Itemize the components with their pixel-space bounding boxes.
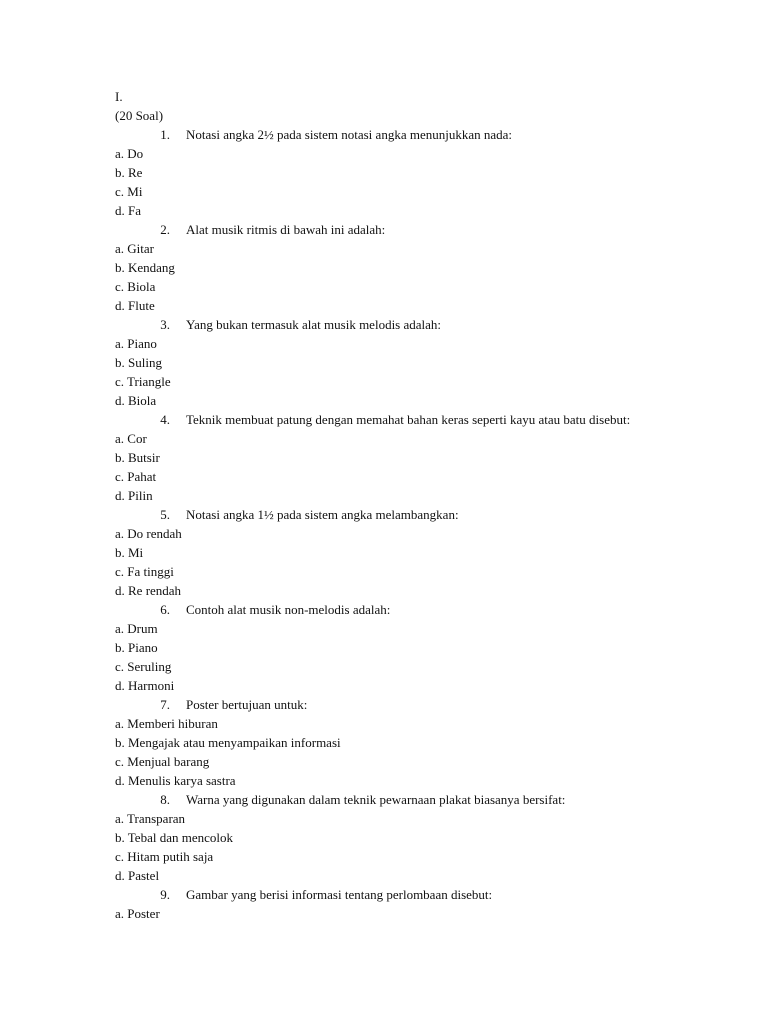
answer-option: a. Transparan (115, 811, 186, 826)
document-content (115, 87, 735, 923)
question-number: 6. (160, 602, 170, 617)
answer-option: b. Kendang (115, 260, 175, 275)
answer-option: d. Harmoni (115, 678, 175, 693)
question-text: Notasi angka 1½ pada sistem angka melambangkan: (186, 507, 459, 522)
question-line (115, 885, 735, 904)
question-item (115, 790, 735, 885)
question-line (115, 600, 735, 619)
answer-option: d. Flute (115, 298, 155, 313)
section-subtitle: (20 Soal) (115, 108, 164, 123)
answer-option: c. Hitam putih saja (115, 849, 214, 864)
answer-option: c. Biola (115, 279, 156, 294)
answer-option: a. Memberi hiburan (115, 716, 218, 731)
question-line (115, 695, 735, 714)
answer-option: d. Fa (115, 203, 141, 218)
answer-option: b. Mi (115, 545, 144, 560)
question-item (115, 600, 735, 695)
answer-option: c. Triangle (115, 374, 171, 389)
answer-option: b. Tebal dan mencolok (115, 830, 233, 845)
section-number: I. (115, 89, 123, 104)
question-number: 5. (160, 507, 170, 522)
answer-option: a. Gitar (115, 241, 154, 256)
answer-option: b. Suling (115, 355, 162, 370)
question-item (115, 505, 735, 600)
question-text: Gambar yang berisi informasi tentang perlombaan disebut: (186, 887, 493, 902)
answer-option: a. Do rendah (115, 526, 182, 541)
question-line (115, 125, 735, 144)
answer-option: b. Mengajak atau menyampaikan informasi (115, 735, 341, 750)
question-text: Notasi angka 2½ pada sistem notasi angka menunjukkan nada: (186, 127, 513, 142)
answer-option: c. Mi (115, 184, 143, 199)
question-line (115, 790, 735, 809)
question-line (115, 505, 735, 524)
answer-option: a. Drum (115, 621, 158, 636)
question-line (115, 220, 735, 239)
question-list (115, 125, 735, 923)
answer-option: d. Re rendah (115, 583, 182, 598)
question-number: 1. (160, 127, 170, 142)
answer-option: c. Menjual barang (115, 754, 210, 769)
question-number: 4. (160, 412, 170, 427)
question-number: 2. (160, 222, 170, 237)
answer-option: a. Poster (115, 906, 160, 921)
question-number: 3. (160, 317, 170, 332)
answer-option: b. Butsir (115, 450, 160, 465)
question-number: 9. (160, 887, 170, 902)
question-number: 8. (160, 792, 170, 807)
answer-option: d. Pilin (115, 488, 153, 503)
question-item (115, 315, 735, 410)
answer-option: d. Pastel (115, 868, 160, 883)
answer-option: c. Seruling (115, 659, 172, 674)
answer-option: a. Piano (115, 336, 157, 351)
question-text: Alat musik ritmis di bawah ini adalah: (186, 222, 386, 237)
question-item (115, 410, 735, 505)
question-text: Warna yang digunakan dalam teknik pewarnaan plakat biasanya bersifat: (186, 792, 566, 807)
answer-option: b. Piano (115, 640, 158, 655)
question-item (115, 125, 735, 220)
answer-option: b. Re (115, 165, 143, 180)
question-item (115, 885, 735, 923)
answer-option: d. Biola (115, 393, 157, 408)
question-line (115, 315, 735, 334)
question-text: Contoh alat musik non-melodis adalah: (186, 602, 391, 617)
answer-option: d. Menulis karya sastra (115, 773, 236, 788)
question-text: Yang bukan termasuk alat musik melodis adalah: (186, 317, 442, 332)
question-line (115, 410, 735, 429)
question-number: 7. (160, 697, 170, 712)
question-text: Teknik membuat patung dengan memahat bahan keras seperti kayu atau batu disebut: (186, 412, 631, 427)
answer-option: a. Do (115, 146, 144, 161)
answer-option: a. Cor (115, 431, 147, 446)
question-item (115, 220, 735, 315)
answer-option: c. Fa tinggi (115, 564, 174, 579)
question-item (115, 695, 735, 790)
answer-option: c. Pahat (115, 469, 157, 484)
question-text: Poster bertujuan untuk: (186, 697, 308, 712)
